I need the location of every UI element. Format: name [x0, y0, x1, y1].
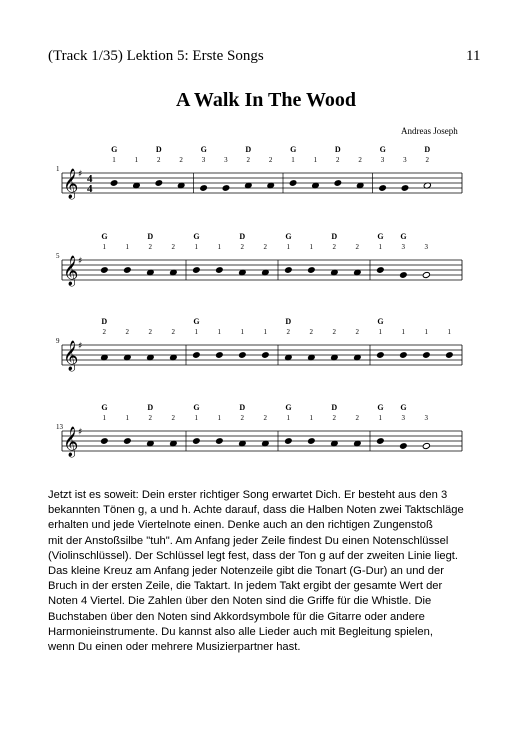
- quarter-note: [401, 184, 409, 191]
- fingering-number: 2: [171, 328, 176, 336]
- fingering-number: 2: [263, 243, 268, 251]
- treble-clef: 𝄞: [63, 169, 79, 199]
- fingering-number: 2: [148, 328, 153, 336]
- song-title: A Walk In The Wood: [175, 89, 357, 111]
- measure-number: 5: [56, 252, 60, 260]
- quarter-note: [376, 266, 384, 273]
- fingering-number: 2: [240, 243, 245, 251]
- fingering-number: 1: [291, 156, 295, 164]
- chord-symbol: D: [245, 145, 252, 154]
- quarter-note: [289, 179, 297, 186]
- chord-symbol: G: [400, 403, 407, 412]
- measure-number: 13: [56, 423, 63, 431]
- chord-symbol: D: [331, 403, 338, 412]
- text-line: wenn Du einen oder mehrere Musizierpartner hast.: [48, 641, 301, 654]
- fingering-number: 1: [286, 414, 291, 422]
- chord-symbol: D: [147, 403, 154, 412]
- text-line: Harmonieinstrumente. Du kannst also alle Lieder auch mit Begleitung spielen,: [48, 625, 433, 638]
- fingering-number: 1: [378, 243, 383, 251]
- fingering-number: 3: [401, 243, 406, 251]
- quarter-note: [200, 184, 208, 191]
- time-signature-top: 4: [87, 173, 93, 185]
- half-note: [422, 271, 430, 278]
- fingering-number: 2: [332, 328, 337, 336]
- fingering-number: 1: [378, 414, 383, 422]
- fingering-number: 1: [286, 243, 291, 251]
- fingering-number: 2: [425, 156, 430, 164]
- fingering-number: 1: [125, 243, 130, 251]
- page-number: 11: [466, 48, 481, 64]
- fingering-number: 1: [309, 243, 314, 251]
- quarter-note: [334, 179, 342, 186]
- composer: Andreas Joseph: [401, 126, 458, 136]
- chord-symbol: D: [334, 145, 341, 154]
- text-line: Jetzt ist es soweit: Dein erster richtiger Song erwartet Dich. Er besteht aus den 3: [48, 489, 448, 501]
- fingering-number: 1: [134, 156, 139, 164]
- chord-symbol: G: [377, 317, 384, 326]
- text-line: mit der Anstoßsilbe "tuh". Am Anfang jeder Zeile findest Du einen Notenschlüssel: [48, 534, 449, 547]
- fingering-number: 1: [217, 243, 222, 251]
- chord-symbol: G: [400, 232, 407, 241]
- sharp-sign: ♯: [78, 341, 83, 352]
- fingering-number: 3: [424, 414, 429, 422]
- chord-symbol: D: [239, 403, 246, 412]
- quarter-note: [307, 266, 315, 273]
- chord-symbol: G: [101, 232, 108, 241]
- fingering-number: 2: [332, 414, 337, 422]
- fingering-number: 2: [171, 243, 176, 251]
- sharp-sign: ♯: [78, 427, 83, 438]
- fingering-number: 2: [332, 243, 337, 251]
- fingering-number: 3: [403, 156, 407, 164]
- fingering-number: 2: [309, 328, 314, 336]
- fingering-number: 1: [217, 328, 222, 336]
- fingering-number: 1: [309, 414, 314, 422]
- text-line: Das kleine Kreuz am Anfang jeder Notenzeile gibt die Tonart (G-Dur) an und der: [48, 565, 444, 578]
- lesson-text: [48, 488, 488, 655]
- fingering-number: 2: [263, 414, 268, 422]
- chord-symbol: G: [193, 232, 200, 241]
- time-signature-bottom: 4: [87, 183, 93, 195]
- fingering-number: 1: [102, 414, 107, 422]
- chord-symbol: G: [193, 317, 200, 326]
- chord-symbol: D: [285, 317, 292, 326]
- quarter-note: [399, 271, 407, 278]
- fingering-number: 2: [246, 156, 251, 164]
- text-line: erhalten und jede Viertelnote einen. Denke auch an den richtigen Zungenstoß: [48, 519, 433, 532]
- fingering-number: 1: [447, 328, 452, 336]
- fingering-number: 1: [424, 328, 429, 336]
- fingering-number: 3: [224, 156, 228, 164]
- fingering-number: 2: [157, 156, 161, 164]
- text-line: Buchstaben über den Noten sind Akkordsymbole für die Gitarre oder andere: [48, 610, 425, 623]
- measure-number: 9: [56, 337, 60, 345]
- quarter-note: [284, 266, 292, 273]
- fingering-number: 2: [102, 328, 107, 336]
- text-line: (Violinschlüssel). Der Schlüssel legt fest, dass der Ton g auf der zweiten Linie liegt.: [48, 549, 459, 562]
- quarter-note: [215, 266, 223, 273]
- quarter-note: [399, 351, 407, 358]
- fingering-number: 1: [102, 243, 107, 251]
- quarter-note: [100, 437, 108, 444]
- fingering-number: 1: [313, 156, 318, 164]
- fingering-number: 3: [401, 414, 406, 422]
- chord-symbol: D: [424, 145, 431, 154]
- quarter-note: [284, 437, 292, 444]
- quarter-note: [399, 442, 407, 449]
- quarter-note: [100, 266, 108, 273]
- fingering-number: 1: [217, 414, 222, 422]
- quarter-note: [192, 437, 200, 444]
- fingering-number: 2: [286, 328, 291, 336]
- treble-clef: 𝄞: [63, 341, 79, 371]
- quarter-note: [222, 184, 230, 191]
- quarter-note: [215, 437, 223, 444]
- chord-symbol: G: [290, 145, 297, 154]
- fingering-number: 2: [355, 328, 360, 336]
- chord-symbol: D: [101, 317, 108, 326]
- fingering-number: 2: [268, 156, 273, 164]
- fingering-number: 1: [263, 328, 268, 336]
- fingering-number: 1: [194, 328, 199, 336]
- fingering-number: 2: [125, 328, 130, 336]
- quarter-note: [123, 266, 131, 273]
- quarter-note: [376, 351, 384, 358]
- fingering-number: 2: [179, 156, 183, 164]
- quarter-note: [110, 179, 118, 186]
- fingering-number: 1: [125, 414, 130, 422]
- fingering-number: 1: [112, 156, 116, 164]
- quarter-note: [192, 266, 200, 273]
- half-note: [422, 442, 430, 449]
- fingering-number: 3: [380, 156, 385, 164]
- fingering-number: 3: [201, 156, 206, 164]
- quarter-note: [123, 437, 131, 444]
- chord-symbol: D: [147, 232, 154, 241]
- quarter-note: [261, 351, 269, 358]
- sharp-sign: ♯: [78, 256, 83, 267]
- fingering-number: 2: [336, 156, 340, 164]
- chord-symbol: G: [111, 145, 118, 154]
- quarter-note: [445, 351, 453, 358]
- fingering-number: 2: [171, 414, 176, 422]
- chord-symbol: G: [193, 403, 200, 412]
- chord-symbol: G: [285, 232, 292, 241]
- measure-number: 1: [56, 165, 60, 173]
- chord-symbol: G: [285, 403, 292, 412]
- text-line: Bruch in der ersten Zeile, die Taktart. In jedem Takt ergibt der gesamte Wert der: [48, 580, 443, 593]
- fingering-number: 1: [194, 414, 199, 422]
- chord-symbol: G: [379, 145, 386, 154]
- fingering-number: 1: [240, 328, 245, 336]
- fingering-number: 1: [378, 328, 383, 336]
- fingering-number: 1: [194, 243, 199, 251]
- chord-symbol: G: [101, 403, 108, 412]
- fingering-number: 2: [358, 156, 362, 164]
- quarter-note: [307, 437, 315, 444]
- fingering-number: 1: [401, 328, 406, 336]
- fingering-number: 2: [240, 414, 245, 422]
- sharp-sign: ♯: [78, 169, 83, 180]
- quarter-note: [215, 351, 223, 358]
- quarter-note: [155, 179, 163, 186]
- chord-symbol: D: [331, 232, 338, 241]
- running-header: (Track 1/35) Lektion 5: Erste Songs: [48, 48, 264, 64]
- treble-clef: 𝄞: [63, 427, 79, 457]
- quarter-note: [422, 351, 430, 358]
- chord-symbol: D: [239, 232, 246, 241]
- chord-symbol: G: [377, 403, 384, 412]
- quarter-note: [379, 184, 387, 191]
- fingering-number: 2: [355, 414, 360, 422]
- quarter-note: [238, 351, 246, 358]
- text-line: bekannten Tönen g, a und h. Achte darauf, dass die Halben Noten zwei Taktschläge: [48, 504, 464, 517]
- fingering-number: 2: [148, 243, 153, 251]
- treble-clef: 𝄞: [63, 256, 79, 286]
- chord-symbol: G: [200, 145, 207, 154]
- text-line: Noten 4 Viertel. Die Zahlen über den Noten sind die Griffe für die Whistle. Die: [48, 595, 432, 608]
- fingering-number: 2: [355, 243, 360, 251]
- chord-symbol: D: [155, 145, 162, 154]
- fingering-number: 3: [424, 243, 429, 251]
- fingering-number: 2: [148, 414, 153, 422]
- quarter-note: [192, 351, 200, 358]
- chord-symbol: G: [377, 232, 384, 241]
- quarter-note: [376, 437, 384, 444]
